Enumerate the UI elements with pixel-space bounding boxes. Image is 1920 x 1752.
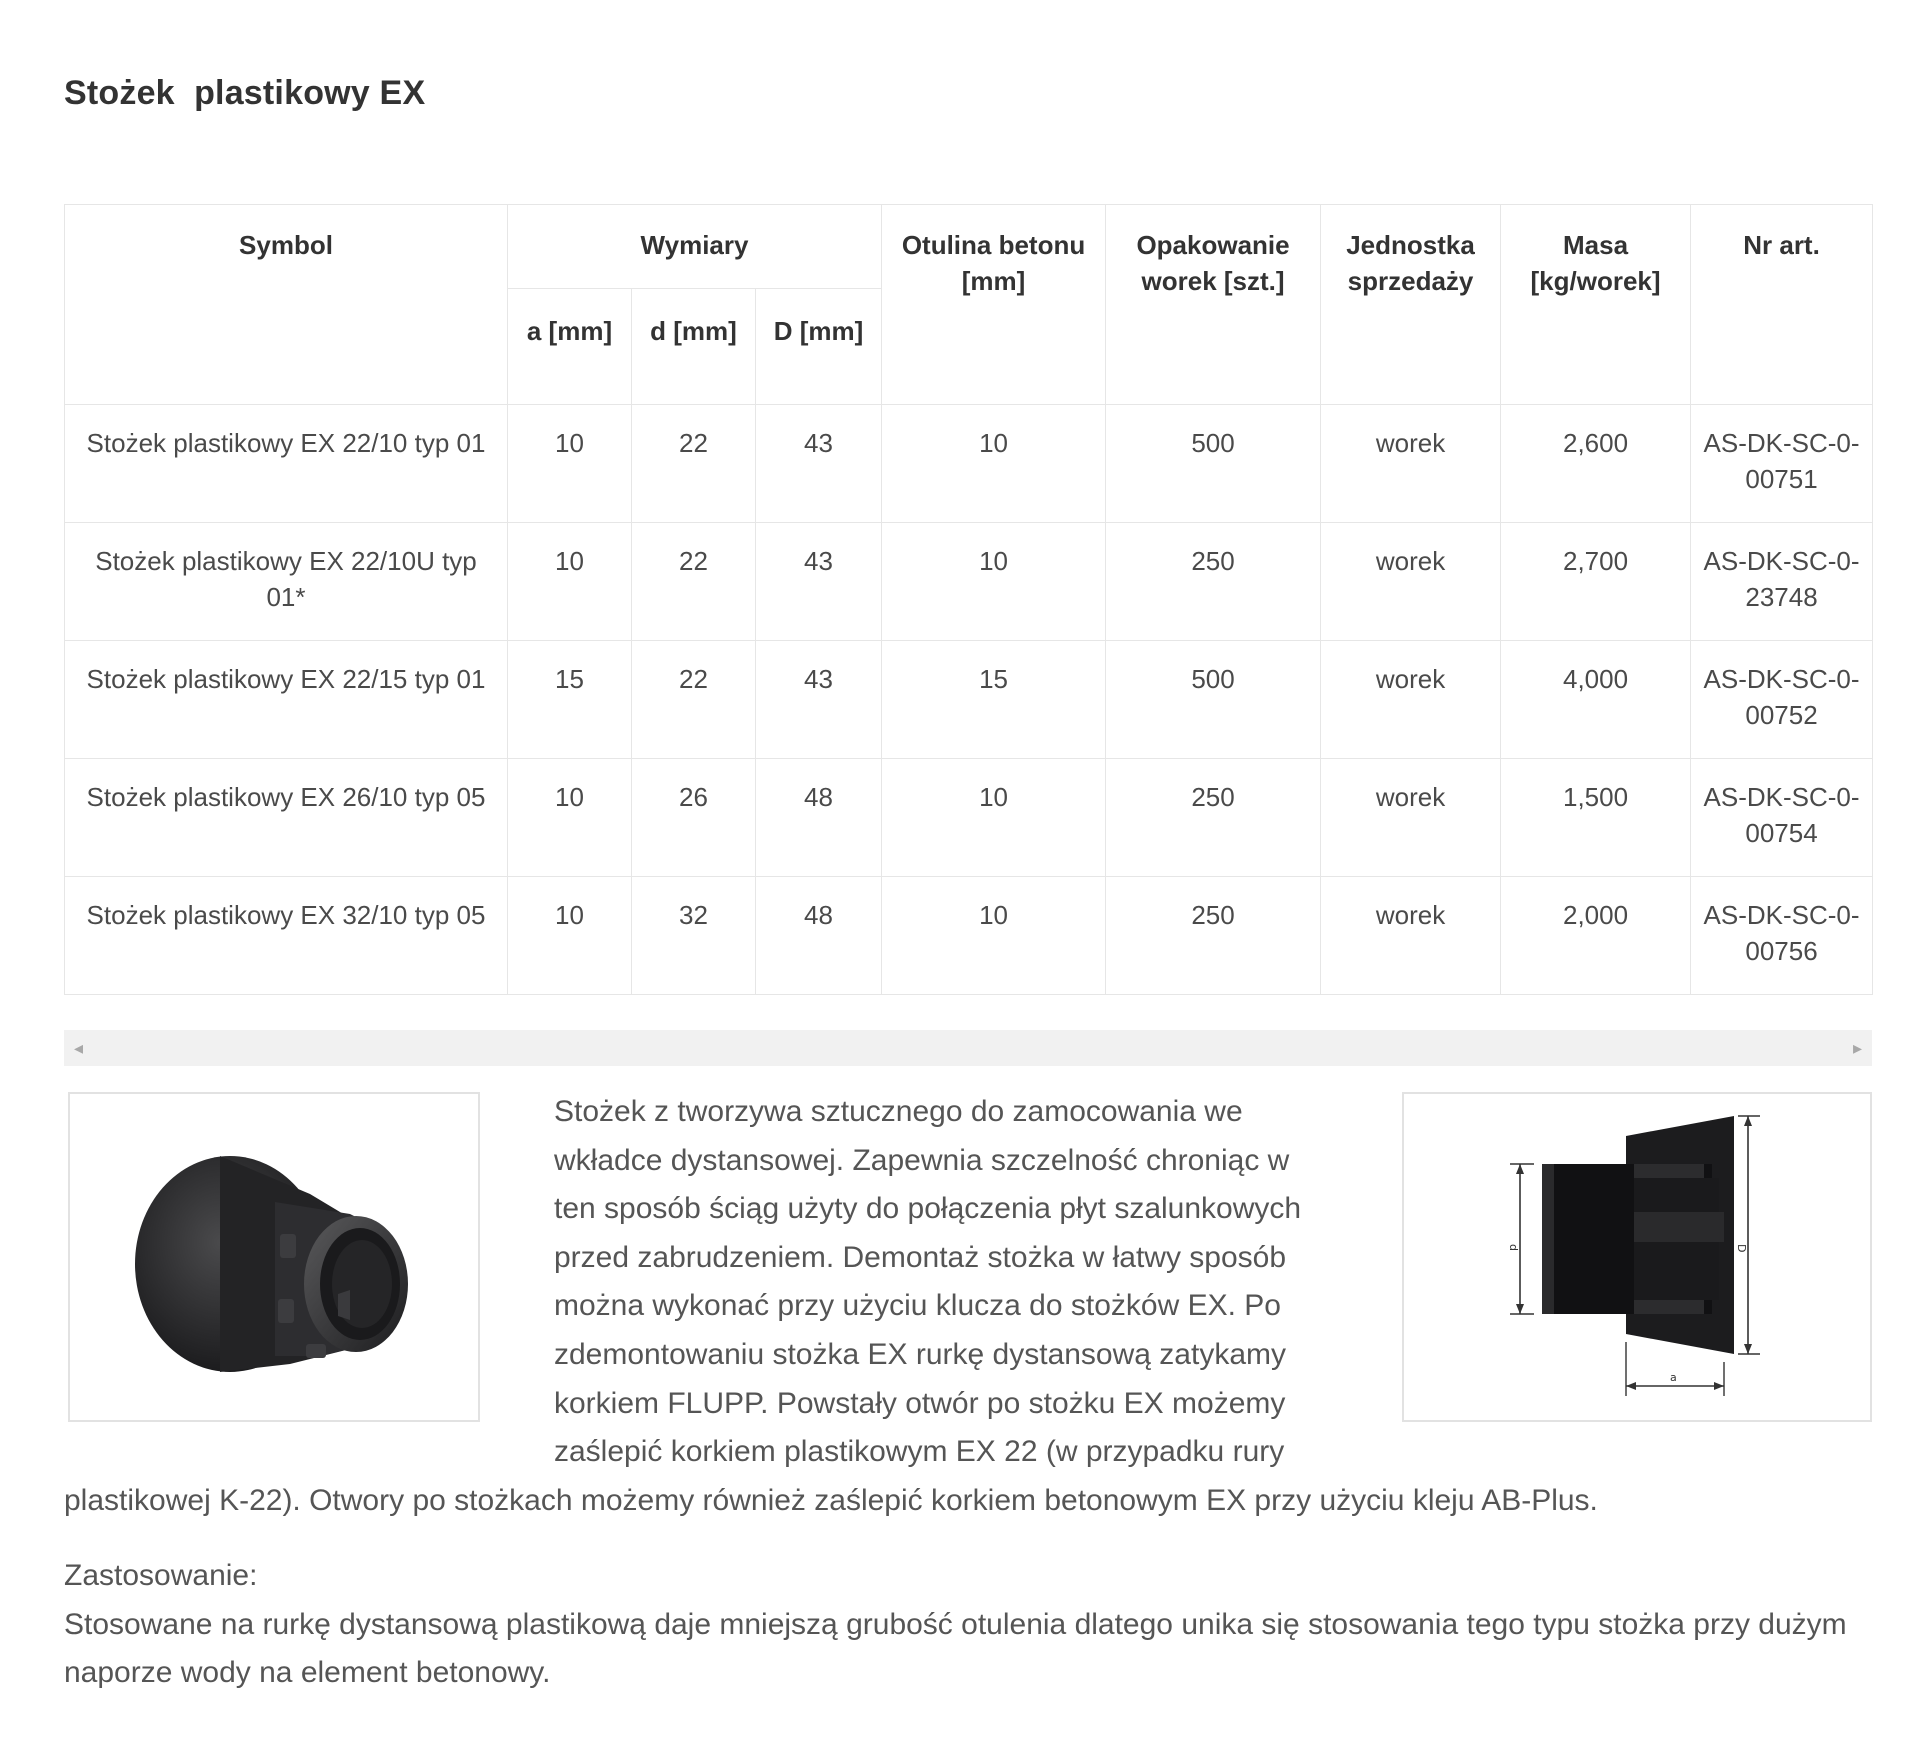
header-jednostka: Jednostka sprzedaży — [1321, 205, 1501, 405]
cell-a: 10 — [508, 877, 632, 995]
cell-nr-art: AS-DK-SC-0-00751 — [1691, 405, 1873, 523]
cell-a: 10 — [508, 523, 632, 641]
dimension-drawing — [1402, 1092, 1872, 1422]
cell-nr-art: AS-DK-SC-0-00754 — [1691, 759, 1873, 877]
cell-D: 43 — [756, 641, 882, 759]
cell-a: 10 — [508, 759, 632, 877]
cell-opakowanie: 250 — [1106, 523, 1321, 641]
cell-masa: 2,000 — [1501, 877, 1691, 995]
cell-symbol: Stożek plastikowy EX 26/10 typ 05 — [65, 759, 508, 877]
cell-opakowanie: 250 — [1106, 877, 1321, 995]
cell-d: 32 — [632, 877, 756, 995]
cell-symbol: Stożek plastikowy EX 32/10 typ 05 — [65, 877, 508, 995]
cell-d: 22 — [632, 641, 756, 759]
cell-jednostka: worek — [1321, 523, 1501, 641]
cell-masa: 1,500 — [1501, 759, 1691, 877]
header-D: D [mm] — [756, 289, 882, 405]
cell-jednostka: worek — [1321, 759, 1501, 877]
cell-jednostka: worek — [1321, 405, 1501, 523]
product-description — [64, 1088, 1872, 1525]
cone-dimension-diagram — [1404, 1094, 1870, 1420]
label-d: d — [1507, 1244, 1520, 1251]
cell-nr-art: AS-DK-SC-0-00752 — [1691, 641, 1873, 759]
table-row — [65, 877, 1873, 995]
header-a: a [mm] — [508, 289, 632, 405]
description-text: Stożek z tworzywa sztucznego do zamocowania we wkładce dystansowej. Zapewnia szczelność chroniąc w ten sposób ściąg użyty do połączenia płyt szalunkowych przed zabrudzeniem. Demontaż stożka w łatwy sposób można wykonać przy użyciu klucza do stożków EX. Po zdemontowaniu stożka EX rurkę dystansową zatykamy korkiem FLUPP. Powstały otwór po stożku EX możemy zaślepić korkiem plastikowym EX 22 (w przypadku rury plastikowej K-22). Otwory po stożkach możemy również zaślepić korkiem betonowym EX przy użyciu kleju AB-Plus. — [64, 1095, 1598, 1517]
cell-D: 48 — [756, 759, 882, 877]
cell-D: 43 — [756, 523, 882, 641]
cell-d: 26 — [632, 759, 756, 877]
label-a: a — [1670, 1371, 1677, 1384]
cell-nr-art: AS-DK-SC-0-23748 — [1691, 523, 1873, 641]
product-photo — [68, 1092, 480, 1422]
cell-symbol: Stożek plastikowy EX 22/10 typ 01 — [65, 405, 508, 523]
cell-d: 22 — [632, 405, 756, 523]
cell-otulina: 10 — [882, 405, 1106, 523]
cell-a: 15 — [508, 641, 632, 759]
cell-jednostka: worek — [1321, 641, 1501, 759]
horizontal-scrollbar[interactable] — [64, 1030, 1872, 1066]
cell-otulina: 15 — [882, 641, 1106, 759]
cell-jednostka: worek — [1321, 877, 1501, 995]
cell-masa: 4,000 — [1501, 641, 1691, 759]
spec-table — [64, 204, 1873, 995]
header-symbol: Symbol — [65, 205, 508, 405]
header-masa: Masa [kg/worek] — [1501, 205, 1691, 405]
header-opakowanie: Opakowanie worek [szt.] — [1106, 205, 1321, 405]
table-row — [65, 405, 1873, 523]
header-d: d [mm] — [632, 289, 756, 405]
cell-D: 48 — [756, 877, 882, 995]
usage-heading: Zastosowanie: — [64, 1559, 258, 1592]
header-otulina: Otulina betonu [mm] — [882, 205, 1106, 405]
cell-otulina: 10 — [882, 759, 1106, 877]
cell-otulina: 10 — [882, 877, 1106, 995]
cell-d: 22 — [632, 523, 756, 641]
header-wymiary: Wymiary — [508, 205, 882, 289]
table-row — [65, 641, 1873, 759]
cell-masa: 2,700 — [1501, 523, 1691, 641]
cell-otulina: 10 — [882, 523, 1106, 641]
spec-table-container — [64, 204, 1872, 995]
usage-text: Stosowane na rurkę dystansową plastikową daje mniejszą grubość otulenia dlatego unika się stosowania tego typu stożka przy dużym naporze wody na element betonowy. — [64, 1607, 1847, 1690]
cell-opakowanie: 250 — [1106, 759, 1321, 877]
cell-symbol: Stożek plastikowy EX 22/15 typ 01 — [65, 641, 508, 759]
cell-nr-art: AS-DK-SC-0-00756 — [1691, 877, 1873, 995]
scroll-right-arrow-icon[interactable]: ▸ — [1852, 1038, 1862, 1058]
page-title: Stożek plastikowy EX — [64, 74, 426, 112]
header-nr-art: Nr art. — [1691, 205, 1873, 405]
cell-D: 43 — [756, 405, 882, 523]
usage-section — [64, 1552, 1872, 1698]
cell-symbol: Stożek plastikowy EX 22/10U typ 01* — [65, 523, 508, 641]
table-row — [65, 759, 1873, 877]
cell-opakowanie: 500 — [1106, 405, 1321, 523]
scroll-left-arrow-icon[interactable]: ◂ — [74, 1038, 84, 1058]
cell-opakowanie: 500 — [1106, 641, 1321, 759]
label-D: D — [1735, 1244, 1748, 1253]
table-row — [65, 523, 1873, 641]
cell-a: 10 — [508, 405, 632, 523]
cone-photo-illustration — [70, 1094, 478, 1420]
cell-masa: 2,600 — [1501, 405, 1691, 523]
